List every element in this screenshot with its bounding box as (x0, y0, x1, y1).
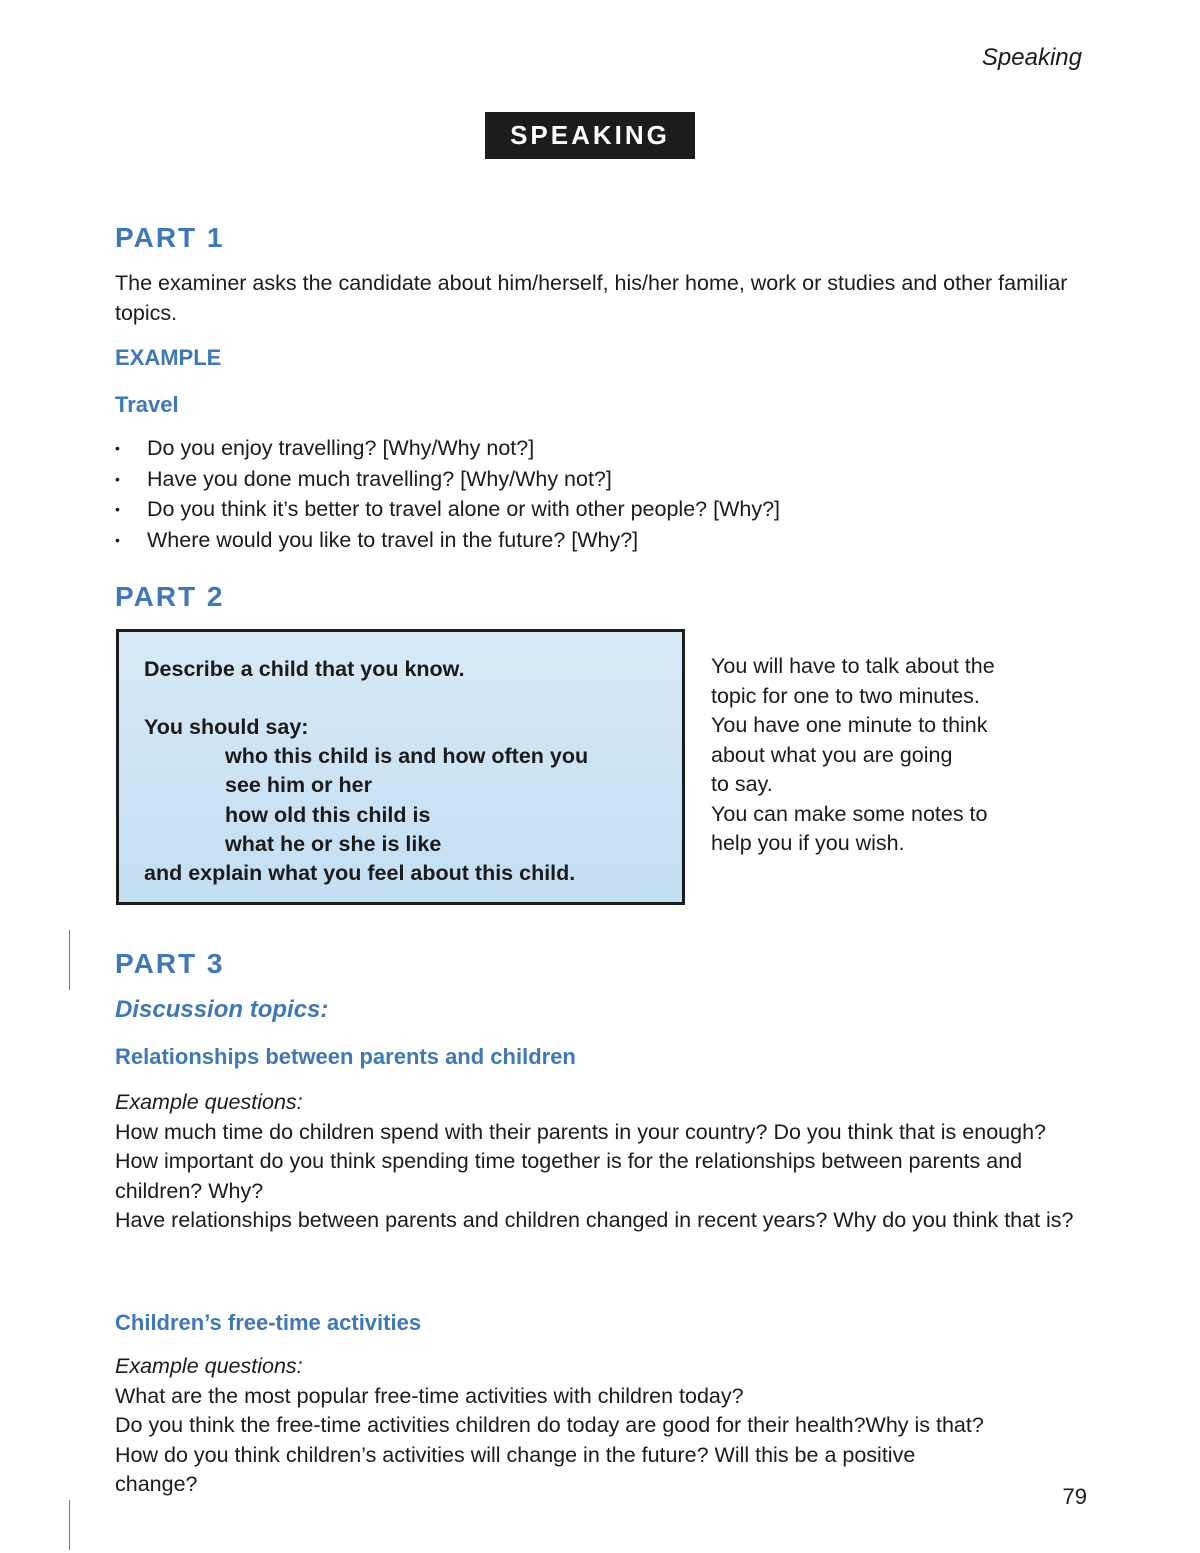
instruction-line: You have one minute to think (711, 713, 988, 737)
list-item: Do you think the free-time activities children do today are good for their health?Why is that? (115, 1413, 984, 1437)
instruction-line: to say. (711, 772, 773, 796)
instruction-line: You can make some notes to (711, 801, 988, 826)
section-badge: SPEAKING (485, 112, 695, 159)
running-head: Speaking (981, 44, 1082, 71)
instruction-line: You will have to talk about the (711, 654, 995, 678)
part-2-instructions (711, 652, 1071, 859)
cue-card-should-say: You should say: (144, 715, 309, 739)
discussion-topic-title: Relationships between parents and children (115, 1044, 576, 1069)
cue-card (116, 629, 685, 905)
part-3-heading: PART 3 (115, 948, 225, 979)
list-item: • Where would you like to travel in the future? [Why?] (115, 525, 780, 556)
example-questions-label: Example questions: (115, 1354, 303, 1378)
travel-question-list (115, 433, 780, 555)
part-1-heading: PART 1 (115, 222, 225, 253)
instruction-line: about what you are going (711, 742, 953, 767)
scan-margin-line (69, 1500, 70, 1550)
cue-card-closing: and explain what you feel about this child. (144, 861, 576, 885)
part-2-heading: PART 2 (115, 581, 225, 612)
topic-title: Travel (115, 392, 179, 417)
list-item: • Have you done much travelling? [Why/Why not?] (115, 464, 780, 495)
discussion-topics-label: Discussion topics: (115, 996, 329, 1023)
list-item: What are the most popular free-time activities with children today? (115, 1383, 744, 1408)
cue-card-point: who this child is and how often you (225, 744, 589, 768)
cue-card-point: what he or she is like (225, 832, 442, 856)
list-item: Have relationships between parents and children changed in recent years? Why do you think that is? (115, 1208, 1074, 1232)
list-item: • Do you enjoy travelling? [Why/Why not?] (115, 433, 780, 464)
part-1-intro: The examiner asks the candidate about him/herself, his/her home, work or studies and other familiar topics. (115, 271, 1068, 325)
cue-card-point: how old this child is (225, 803, 431, 827)
example-label: EXAMPLE (115, 345, 222, 370)
list-item: How important do you think spending time together is for the relationships between parents and children? Why? (115, 1149, 1023, 1203)
list-item: • Do you think it’s better to travel alone or with other people? [Why?] (115, 494, 780, 525)
scan-margin-line (69, 930, 70, 990)
list-item: How much time do children spend with their parents in your country? Do you think that is enough? (115, 1119, 1046, 1144)
discussion-topic-title: Children’s free-time activities (115, 1310, 422, 1335)
example-questions-label: Example questions: (115, 1090, 303, 1114)
cue-card-point: see him or her (225, 773, 372, 797)
page-number: 79 (1062, 1484, 1087, 1509)
list-item: How do you think children’s activities will change in the future? Will this be a positive change? (115, 1442, 916, 1496)
discussion-topic-questions (115, 1088, 1080, 1236)
discussion-topic-questions (115, 1352, 1080, 1500)
instruction-line: topic for one to two minutes. (711, 683, 980, 708)
instruction-line: help you if you wish. (711, 831, 905, 855)
cue-card-task: Describe a child that you know. (144, 657, 465, 681)
